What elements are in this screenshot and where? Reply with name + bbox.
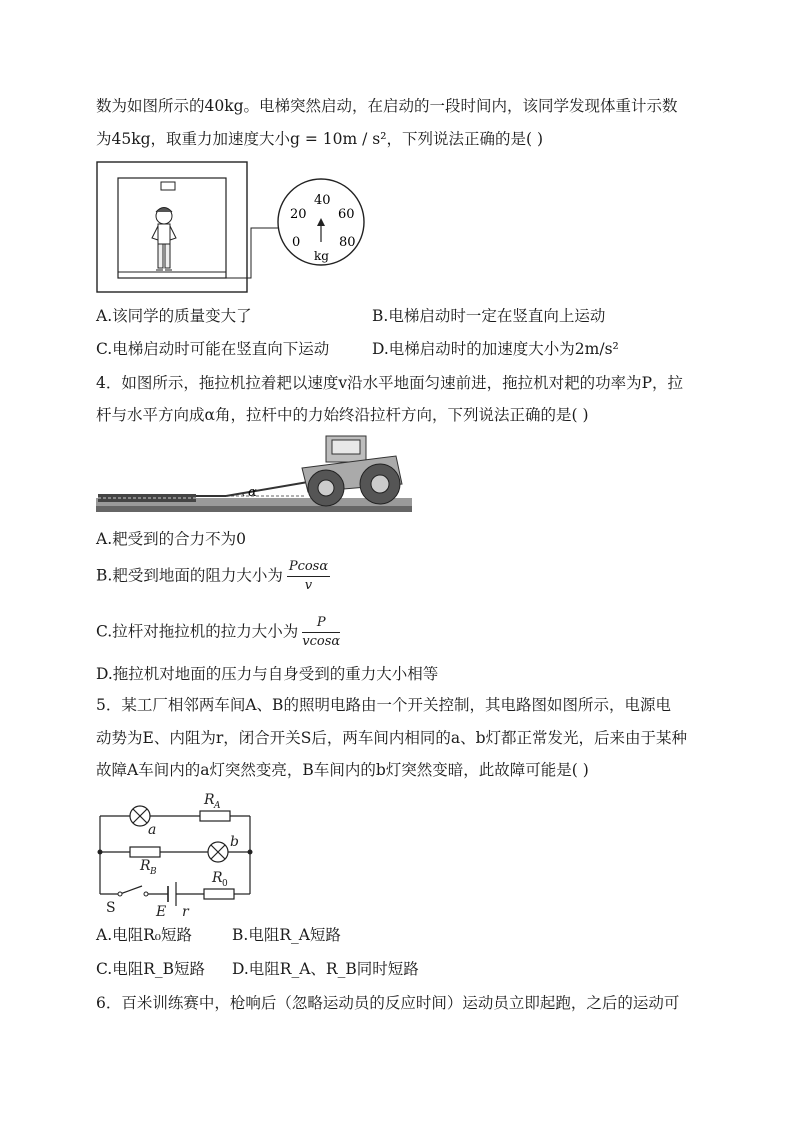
q3-text-line2: 为45kg，取重力加速度大小g = 10m / s²，下列说法正确的是( ) xyxy=(96,130,543,148)
q4-option-b-denominator: v xyxy=(304,578,313,593)
label-ra-sub: A xyxy=(214,801,221,811)
tractor-figure xyxy=(96,432,412,516)
label-a: a xyxy=(148,822,157,838)
q4-option-c-fraction xyxy=(302,614,340,651)
q3-option-d: D.电梯启动时的加速度大小为2m/s² xyxy=(372,340,619,358)
label-rb-sub: B xyxy=(150,867,157,877)
dial-label-0: 0 xyxy=(292,235,301,250)
person-figure xyxy=(152,208,176,271)
q4-option-b xyxy=(96,558,330,595)
label-r0: R xyxy=(212,870,223,886)
dial-unit: kg xyxy=(314,249,329,263)
q3-option-b: B.电梯启动时一定在竖直向上运动 xyxy=(372,307,606,325)
label-e: E xyxy=(156,904,167,920)
q4-option-c-denominator: vcosα xyxy=(302,634,341,649)
label-s: S xyxy=(106,900,116,916)
q5-option-b: B.电阻R_A短路 xyxy=(232,926,341,944)
dial-label-20: 20 xyxy=(290,207,307,222)
q4-option-b-fraction xyxy=(287,558,330,595)
label-rb: R xyxy=(140,858,151,874)
q4-option-c-numerator: P xyxy=(302,614,340,633)
q4-text-line2: 杆与水平方向成α角，拉杆中的力始终沿拉杆方向，下列说法正确的是( ) xyxy=(96,406,589,424)
tractor xyxy=(302,436,402,506)
q5-option-a: A.电阻R₀短路 xyxy=(96,926,193,944)
q5-text-line2: 动势为E、内阻为r，闭合开关S后，两车间内相同的a、b灯都正常发光，后来由于某种 xyxy=(96,729,688,747)
q3-option-c: C.电梯启动时可能在竖直向下运动 xyxy=(96,340,330,358)
dial-label-60: 60 xyxy=(338,207,355,222)
q4-option-a: A.耙受到的合力不为0 xyxy=(96,530,246,548)
q5-text-line3: 故障A车间内的a灯突然变亮，B车间内的b灯突然变暗，此故障可能是( ) xyxy=(96,761,589,779)
label-r: r xyxy=(182,904,189,920)
label-r0-sub: 0 xyxy=(222,879,228,889)
label-ra: R xyxy=(204,792,215,808)
dial-label-80: 80 xyxy=(339,235,356,250)
q3-text-line1: 数为如图所示的40kg。电梯突然启动，在启动的一段时间内，该同学发现体重计示数 xyxy=(96,97,678,115)
q4-option-c-text: C.拉杆对拖拉机的拉力大小为 xyxy=(96,622,299,641)
q3-option-a: A.该同学的质量变大了 xyxy=(96,307,252,325)
label-b: b xyxy=(230,834,239,850)
q4-option-d: D.拖拉机对地面的压力与自身受到的重力大小相等 xyxy=(96,665,439,683)
q5-option-c: C.电阻R_B短路 xyxy=(96,960,206,978)
q4-option-b-text: B.耙受到地面的阻力大小为 xyxy=(96,566,283,585)
elevator-scale-figure xyxy=(96,160,366,300)
angle-alpha-label: α xyxy=(248,485,257,500)
q4-text-line1: 4．如图所示，拖拉机拉着耙以速度v沿水平地面匀速前进，拖拉机对耙的功率为P，拉 xyxy=(96,374,684,392)
q6-text-line1: 6．百米训练赛中，枪响后（忽略运动员的反应时间）运动员立即起跑，之后的运动可 xyxy=(96,994,680,1012)
q4-option-b-numerator: Pcosα xyxy=(287,558,330,577)
q5-text-line1: 5．某工厂相邻两车间A、B的照明电路由一个开关控制，其电路图如图所示，电源电 xyxy=(96,696,671,714)
q4-option-c xyxy=(96,614,340,651)
q5-option-d: D.电阻R_A、R_B同时短路 xyxy=(232,960,419,978)
dial-label-40: 40 xyxy=(314,193,331,208)
circuit-diagram xyxy=(96,788,266,920)
